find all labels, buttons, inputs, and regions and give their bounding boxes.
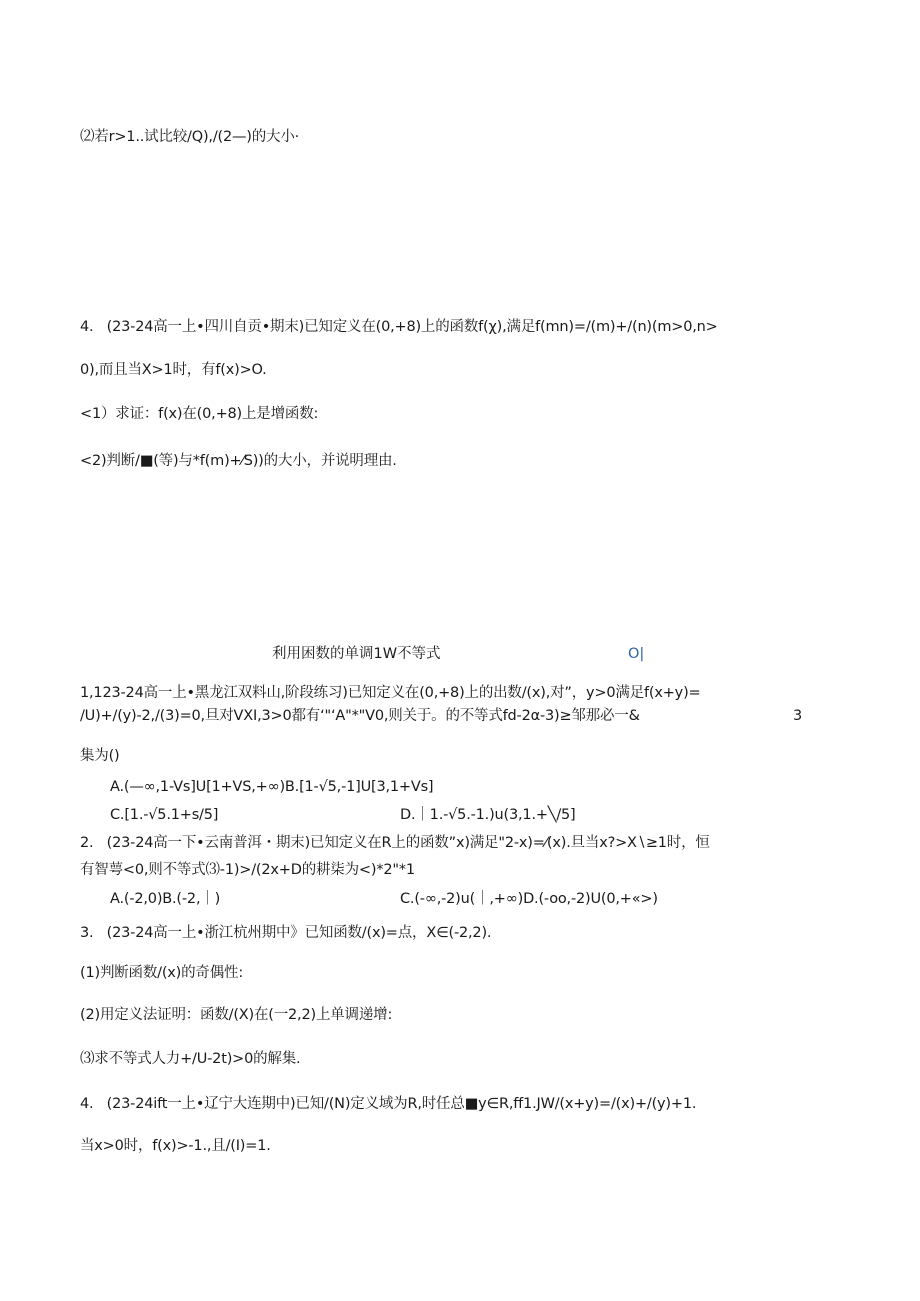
section-title: 利用困数的单调1W不等式 [272,646,441,662]
problem-4-stem-line-2: 当x>0时，f(x)>-1.,且/(I)=1. [80,1138,271,1154]
problem-3-part-1: (1)判断函数/(x)的奇偶性: [80,965,244,981]
problem-1-stem-line-3: 集为() [80,748,120,764]
question-4-part-1: <1）求证：f(x)在(0,+8)上是增函数: [80,406,319,422]
question-4-stem-line-2: 0),而且当X>1时，有f(x)>O. [80,362,267,378]
problem-3-part-3: ⑶求不等式人力+/U-2t)>0的解集. [80,1051,301,1067]
problem-2-options-ab: A.(-2,0)B.(-2,｜) [110,891,221,907]
margin-number: 3 [793,708,803,724]
problem-1-options-ab: A.(—∞,1-Vs]U[1+VS,+∞)B.[1-√5,-1]U[3,1+Vs] [110,779,434,795]
problem-1-option-c: C.[1.-√5.1+s/5] [110,807,219,823]
problem-2-options-cd: C.(-∞,-2)u(｜,+∞)D.(-oo,-2)U(0,+«>) [400,891,658,907]
problem-3-stem: 3. (23-24高一上•浙江杭州期中》已知函数/(x)=点，X∈(-2,2). [80,925,492,941]
problem-1-stem-line-1: 1,123-24高一上•黑龙江双料山,阶段练习)已知定义在(0,+8)上的出数/(x),对”，y>0满足f(x+y)= [80,685,701,701]
question-4-part-2: <2)判断/■(等)与*f(m)+⁄S))的大小，并说明理由. [80,453,397,469]
question-part-2-compare: ⑵若r>1..试比较/Q),/(2—)的大小· [80,129,300,145]
question-4-stem-line-1: 4. (23-24高一上•四川自贡•期末)已知定义在(0,+8)上的函数f(χ),满足f(mn)=/(m)+/(n)(m>0,n> [80,319,718,335]
problem-1-stem-line-2: /U)+/(y)-2,/(3)=0,旦对VXI,3>0都有‘"‘A"*"V0,则关于。的不等式fd-2α-3)≥邹那必一& [80,708,640,724]
page-marker: O| [628,646,645,662]
problem-1-option-d: D.｜1.-√5.-1.)u(3,1.+╲∕5] [400,807,576,823]
problem-4-stem-line-1: 4. (23-24ift一上•辽宁大连期中)已知/(N)定义域为R,时任总■y∈R,ff1.JW/(x+y)=/(x)+/(y)+1. [80,1096,697,1112]
problem-2-stem-line-1: 2. (23-24高一下•云南普洱・期末)已知定义在R上的函数”x)满足"2-x)=⁄(x).旦当x?>X∖≥1时，恒 [80,835,710,851]
problem-3-part-2: (2)用定义法证明：函数/(X)在(一2,2)上单调递增: [80,1007,393,1023]
problem-2-stem-line-2: 有智萼<0,则不等式⑶-1)>/(2x+D的耕柒为<)*2"*1 [80,862,415,878]
